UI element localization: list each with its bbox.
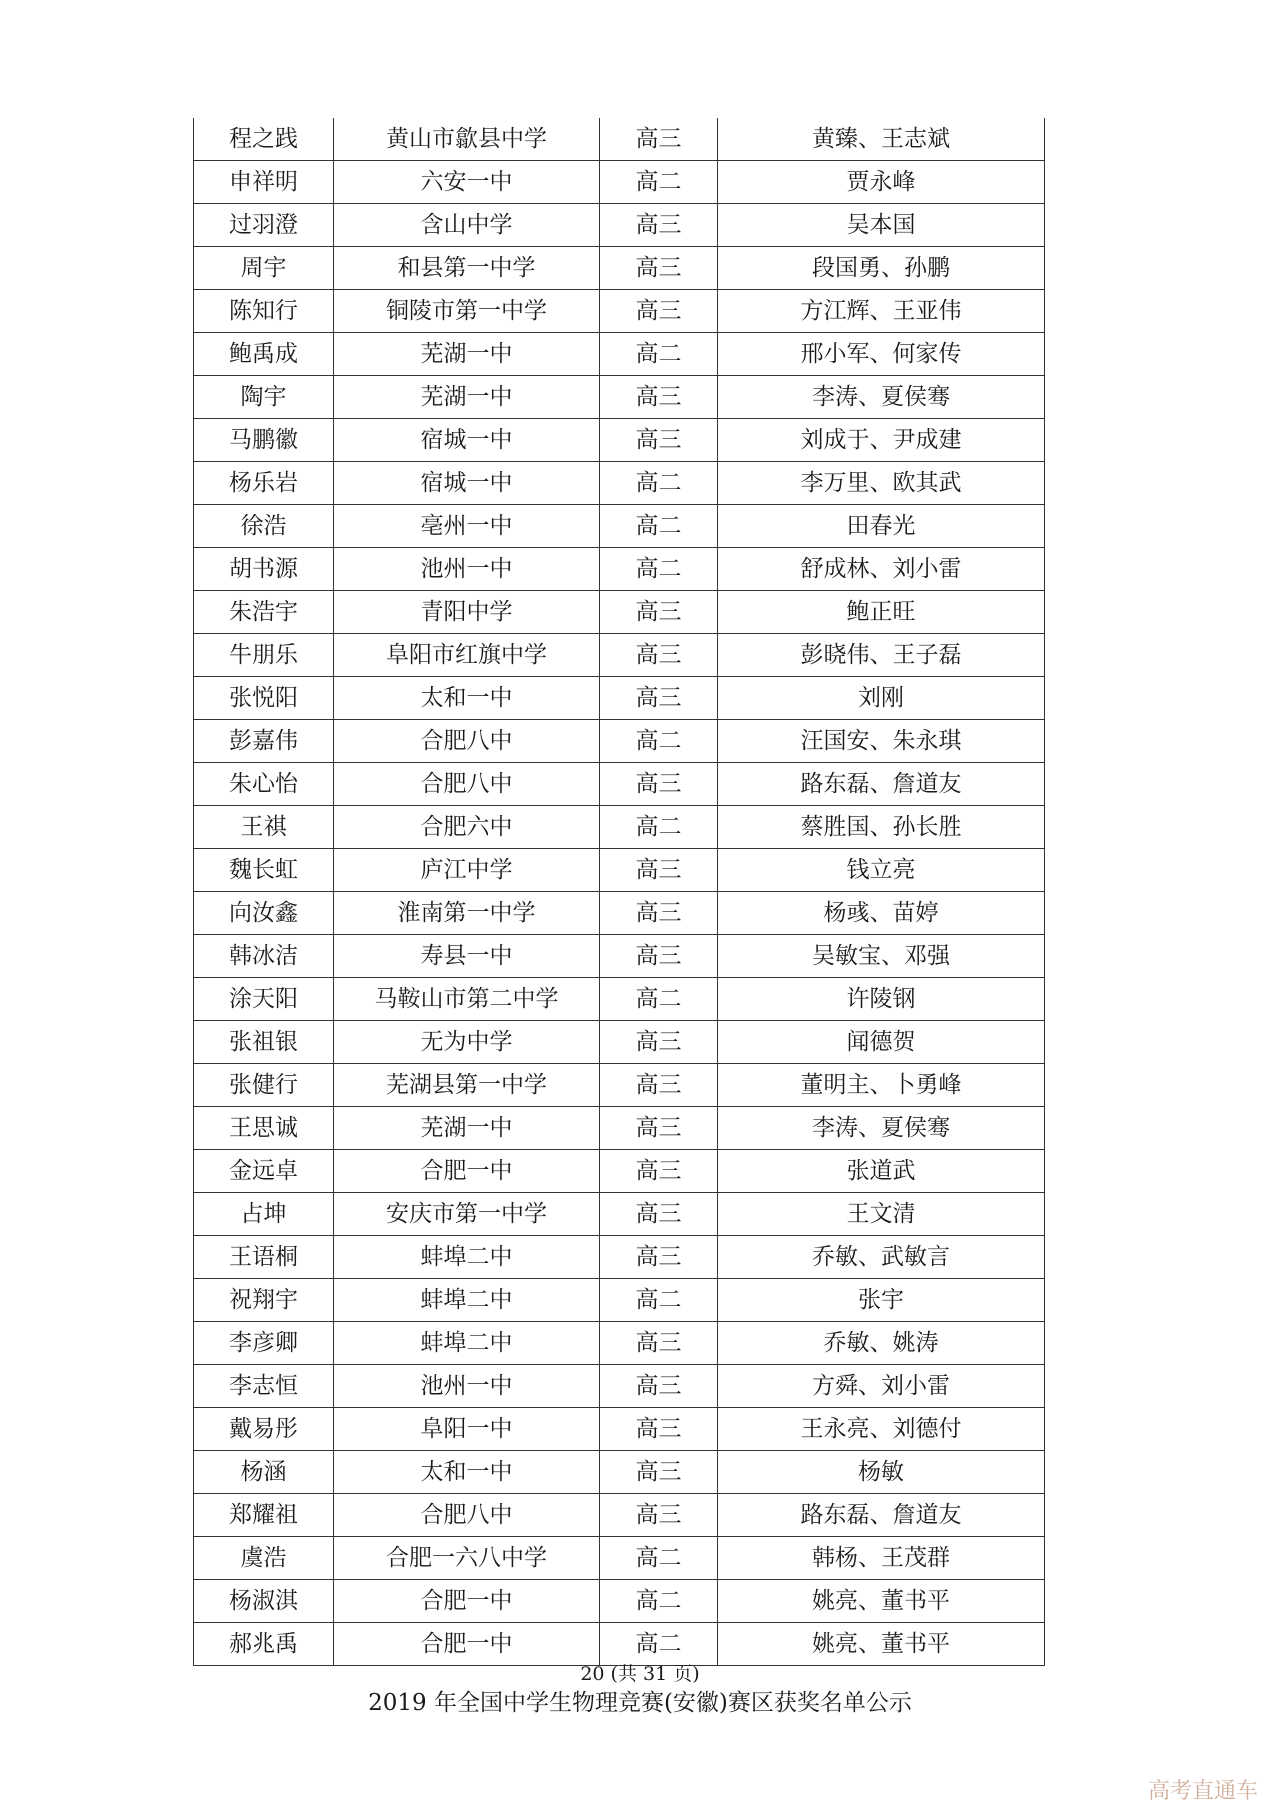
coach-cell: 段国勇、孙鹏 bbox=[718, 247, 1045, 290]
school-cell: 蚌埠二中 bbox=[334, 1322, 600, 1365]
student-name-cell: 张祖银 bbox=[194, 1021, 334, 1064]
school-cell: 青阳中学 bbox=[334, 591, 600, 634]
coach-cell: 韩杨、王茂群 bbox=[718, 1537, 1045, 1580]
watermark-text: 高考直通车 bbox=[1147, 1779, 1258, 1804]
grade-cell: 高二 bbox=[600, 806, 718, 849]
table-row bbox=[194, 892, 1045, 935]
school-cell: 和县第一中学 bbox=[334, 247, 600, 290]
student-name-cell: 虞浩 bbox=[194, 1537, 334, 1580]
student-name-cell: 郝兆禹 bbox=[194, 1623, 334, 1666]
table-row bbox=[194, 978, 1045, 1021]
school-cell: 芜湖县第一中学 bbox=[334, 1064, 600, 1107]
grade-cell: 高二 bbox=[600, 1279, 718, 1322]
table-row bbox=[194, 118, 1045, 161]
table-row bbox=[194, 935, 1045, 978]
student-name-cell: 金远卓 bbox=[194, 1150, 334, 1193]
school-cell: 合肥一中 bbox=[334, 1623, 600, 1666]
coach-cell: 田春光 bbox=[718, 505, 1045, 548]
student-name-cell: 张健行 bbox=[194, 1064, 334, 1107]
student-name-cell: 陶宇 bbox=[194, 376, 334, 419]
table-row bbox=[194, 634, 1045, 677]
coach-cell: 黄臻、王志斌 bbox=[718, 118, 1045, 161]
coach-cell: 张宇 bbox=[718, 1279, 1045, 1322]
coach-cell: 乔敏、姚涛 bbox=[718, 1322, 1045, 1365]
grade-cell: 高三 bbox=[600, 1494, 718, 1537]
student-name-cell: 过羽澄 bbox=[194, 204, 334, 247]
coach-cell: 杨彧、苗婷 bbox=[718, 892, 1045, 935]
student-name-cell: 彭嘉伟 bbox=[194, 720, 334, 763]
student-name-cell: 周宇 bbox=[194, 247, 334, 290]
grade-cell: 高二 bbox=[600, 978, 718, 1021]
student-name-cell: 程之践 bbox=[194, 118, 334, 161]
student-name-cell: 鲍禹成 bbox=[194, 333, 334, 376]
table-row bbox=[194, 720, 1045, 763]
table-row bbox=[194, 806, 1045, 849]
coach-cell: 董明主、卜勇峰 bbox=[718, 1064, 1045, 1107]
table-row bbox=[194, 677, 1045, 720]
grade-cell: 高三 bbox=[600, 1064, 718, 1107]
table-row bbox=[194, 1150, 1045, 1193]
grade-cell: 高三 bbox=[600, 1451, 718, 1494]
grade-cell: 高三 bbox=[600, 1236, 718, 1279]
school-cell: 池州一中 bbox=[334, 1365, 600, 1408]
student-name-cell: 王思诚 bbox=[194, 1107, 334, 1150]
grade-cell: 高三 bbox=[600, 247, 718, 290]
table-row bbox=[194, 1236, 1045, 1279]
student-name-cell: 杨淑淇 bbox=[194, 1580, 334, 1623]
school-cell: 马鞍山市第二中学 bbox=[334, 978, 600, 1021]
school-cell: 合肥一六八中学 bbox=[334, 1537, 600, 1580]
student-name-cell: 杨涵 bbox=[194, 1451, 334, 1494]
school-cell: 亳州一中 bbox=[334, 505, 600, 548]
coach-cell: 路东磊、詹道友 bbox=[718, 1494, 1045, 1537]
student-name-cell: 杨乐岩 bbox=[194, 462, 334, 505]
school-cell: 阜阳一中 bbox=[334, 1408, 600, 1451]
school-cell: 六安一中 bbox=[334, 161, 600, 204]
student-name-cell: 李志恒 bbox=[194, 1365, 334, 1408]
table-row bbox=[194, 548, 1045, 591]
coach-cell: 许陵钢 bbox=[718, 978, 1045, 1021]
table-row bbox=[194, 1322, 1045, 1365]
grade-cell: 高二 bbox=[600, 1623, 718, 1666]
grade-cell: 高三 bbox=[600, 892, 718, 935]
school-cell: 蚌埠二中 bbox=[334, 1236, 600, 1279]
student-name-cell: 戴易彤 bbox=[194, 1408, 334, 1451]
coach-cell: 贾永峰 bbox=[718, 161, 1045, 204]
student-name-cell: 朱浩宇 bbox=[194, 591, 334, 634]
school-cell: 合肥一中 bbox=[334, 1150, 600, 1193]
grade-cell: 高三 bbox=[600, 419, 718, 462]
grade-cell: 高三 bbox=[600, 1021, 718, 1064]
coach-cell: 路东磊、詹道友 bbox=[718, 763, 1045, 806]
coach-cell: 闻德贺 bbox=[718, 1021, 1045, 1064]
school-cell: 合肥一中 bbox=[334, 1580, 600, 1623]
school-cell: 合肥八中 bbox=[334, 763, 600, 806]
grade-cell: 高三 bbox=[600, 849, 718, 892]
grade-cell: 高二 bbox=[600, 548, 718, 591]
school-cell: 蚌埠二中 bbox=[334, 1279, 600, 1322]
student-name-cell: 胡书源 bbox=[194, 548, 334, 591]
grade-cell: 高二 bbox=[600, 333, 718, 376]
grade-cell: 高三 bbox=[600, 376, 718, 419]
grade-cell: 高二 bbox=[600, 1537, 718, 1580]
student-name-cell: 王语桐 bbox=[194, 1236, 334, 1279]
award-roster-table bbox=[193, 118, 1045, 1666]
table-row bbox=[194, 1021, 1045, 1064]
school-cell: 芜湖一中 bbox=[334, 1107, 600, 1150]
school-cell: 寿县一中 bbox=[334, 935, 600, 978]
school-cell: 淮南第一中学 bbox=[334, 892, 600, 935]
school-cell: 宿城一中 bbox=[334, 462, 600, 505]
table-row bbox=[194, 290, 1045, 333]
table-row bbox=[194, 1107, 1045, 1150]
page-number: 20 (共 31 页) bbox=[580, 1663, 700, 1685]
table-row bbox=[194, 1365, 1045, 1408]
coach-cell: 刘刚 bbox=[718, 677, 1045, 720]
table-row bbox=[194, 247, 1045, 290]
student-name-cell: 张悦阳 bbox=[194, 677, 334, 720]
grade-cell: 高三 bbox=[600, 1408, 718, 1451]
table-row bbox=[194, 204, 1045, 247]
coach-cell: 吴本国 bbox=[718, 204, 1045, 247]
table-row bbox=[194, 1408, 1045, 1451]
coach-cell: 乔敏、武敏言 bbox=[718, 1236, 1045, 1279]
school-cell: 池州一中 bbox=[334, 548, 600, 591]
table-row bbox=[194, 1494, 1045, 1537]
school-cell: 合肥八中 bbox=[334, 1494, 600, 1537]
student-name-cell: 郑耀祖 bbox=[194, 1494, 334, 1537]
school-cell: 阜阳市红旗中学 bbox=[334, 634, 600, 677]
coach-cell: 姚亮、董书平 bbox=[718, 1580, 1045, 1623]
school-cell: 合肥八中 bbox=[334, 720, 600, 763]
school-cell: 黄山市歙县中学 bbox=[334, 118, 600, 161]
grade-cell: 高三 bbox=[600, 1107, 718, 1150]
table-row bbox=[194, 376, 1045, 419]
grade-cell: 高三 bbox=[600, 935, 718, 978]
grade-cell: 高二 bbox=[600, 462, 718, 505]
school-cell: 庐江中学 bbox=[334, 849, 600, 892]
grade-cell: 高三 bbox=[600, 290, 718, 333]
table-row bbox=[194, 505, 1045, 548]
school-cell: 安庆市第一中学 bbox=[334, 1193, 600, 1236]
student-name-cell: 申祥明 bbox=[194, 161, 334, 204]
student-name-cell: 祝翔宇 bbox=[194, 1279, 334, 1322]
school-cell: 宿城一中 bbox=[334, 419, 600, 462]
coach-cell: 蔡胜国、孙长胜 bbox=[718, 806, 1045, 849]
table-row bbox=[194, 763, 1045, 806]
table-row bbox=[194, 333, 1045, 376]
document-title: 2019 年全国中学生物理竞赛(安徽)赛区获奖名单公示 bbox=[368, 1690, 912, 1716]
coach-cell: 李涛、夏侯骞 bbox=[718, 1107, 1045, 1150]
table-row bbox=[194, 419, 1045, 462]
coach-cell: 姚亮、董书平 bbox=[718, 1623, 1045, 1666]
table-row bbox=[194, 1537, 1045, 1580]
grade-cell: 高二 bbox=[600, 505, 718, 548]
table-row bbox=[194, 161, 1045, 204]
student-name-cell: 向汝鑫 bbox=[194, 892, 334, 935]
table-row bbox=[194, 591, 1045, 634]
grade-cell: 高三 bbox=[600, 1193, 718, 1236]
grade-cell: 高二 bbox=[600, 1580, 718, 1623]
school-cell: 太和一中 bbox=[334, 677, 600, 720]
grade-cell: 高三 bbox=[600, 1365, 718, 1408]
table-row bbox=[194, 849, 1045, 892]
student-name-cell: 魏长虹 bbox=[194, 849, 334, 892]
student-name-cell: 王祺 bbox=[194, 806, 334, 849]
school-cell: 无为中学 bbox=[334, 1021, 600, 1064]
grade-cell: 高三 bbox=[600, 1150, 718, 1193]
student-name-cell: 陈知行 bbox=[194, 290, 334, 333]
student-name-cell: 李彦卿 bbox=[194, 1322, 334, 1365]
table-row bbox=[194, 1580, 1045, 1623]
coach-cell: 吴敏宝、邓强 bbox=[718, 935, 1045, 978]
student-name-cell: 涂天阳 bbox=[194, 978, 334, 1021]
student-name-cell: 占坤 bbox=[194, 1193, 334, 1236]
grade-cell: 高三 bbox=[600, 591, 718, 634]
grade-cell: 高三 bbox=[600, 677, 718, 720]
coach-cell: 张道武 bbox=[718, 1150, 1045, 1193]
school-cell: 芜湖一中 bbox=[334, 333, 600, 376]
school-cell: 芜湖一中 bbox=[334, 376, 600, 419]
grade-cell: 高二 bbox=[600, 720, 718, 763]
coach-cell: 舒成林、刘小雷 bbox=[718, 548, 1045, 591]
student-name-cell: 朱心怡 bbox=[194, 763, 334, 806]
coach-cell: 李涛、夏侯骞 bbox=[718, 376, 1045, 419]
roster-body bbox=[194, 118, 1045, 1666]
table-row bbox=[194, 462, 1045, 505]
student-name-cell: 牛朋乐 bbox=[194, 634, 334, 677]
coach-cell: 杨敏 bbox=[718, 1451, 1045, 1494]
coach-cell: 方江辉、王亚伟 bbox=[718, 290, 1045, 333]
student-name-cell: 韩冰洁 bbox=[194, 935, 334, 978]
school-cell: 太和一中 bbox=[334, 1451, 600, 1494]
grade-cell: 高三 bbox=[600, 204, 718, 247]
coach-cell: 方舜、刘小雷 bbox=[718, 1365, 1045, 1408]
coach-cell: 李万里、欧其武 bbox=[718, 462, 1045, 505]
coach-cell: 邢小军、何家传 bbox=[718, 333, 1045, 376]
table-row bbox=[194, 1451, 1045, 1494]
table-row bbox=[194, 1193, 1045, 1236]
coach-cell: 王永亮、刘德付 bbox=[718, 1408, 1045, 1451]
coach-cell: 汪国安、朱永琪 bbox=[718, 720, 1045, 763]
table-row bbox=[194, 1064, 1045, 1107]
coach-cell: 彭晓伟、王子磊 bbox=[718, 634, 1045, 677]
coach-cell: 刘成于、尹成建 bbox=[718, 419, 1045, 462]
grade-cell: 高三 bbox=[600, 634, 718, 677]
student-name-cell: 徐浩 bbox=[194, 505, 334, 548]
school-cell: 铜陵市第一中学 bbox=[334, 290, 600, 333]
grade-cell: 高二 bbox=[600, 161, 718, 204]
grade-cell: 高三 bbox=[600, 1322, 718, 1365]
grade-cell: 高三 bbox=[600, 118, 718, 161]
coach-cell: 鲍正旺 bbox=[718, 591, 1045, 634]
grade-cell: 高三 bbox=[600, 763, 718, 806]
student-name-cell: 马鹏徽 bbox=[194, 419, 334, 462]
coach-cell: 王文清 bbox=[718, 1193, 1045, 1236]
school-cell: 合肥六中 bbox=[334, 806, 600, 849]
school-cell: 含山中学 bbox=[334, 204, 600, 247]
coach-cell: 钱立亮 bbox=[718, 849, 1045, 892]
table-row bbox=[194, 1279, 1045, 1322]
